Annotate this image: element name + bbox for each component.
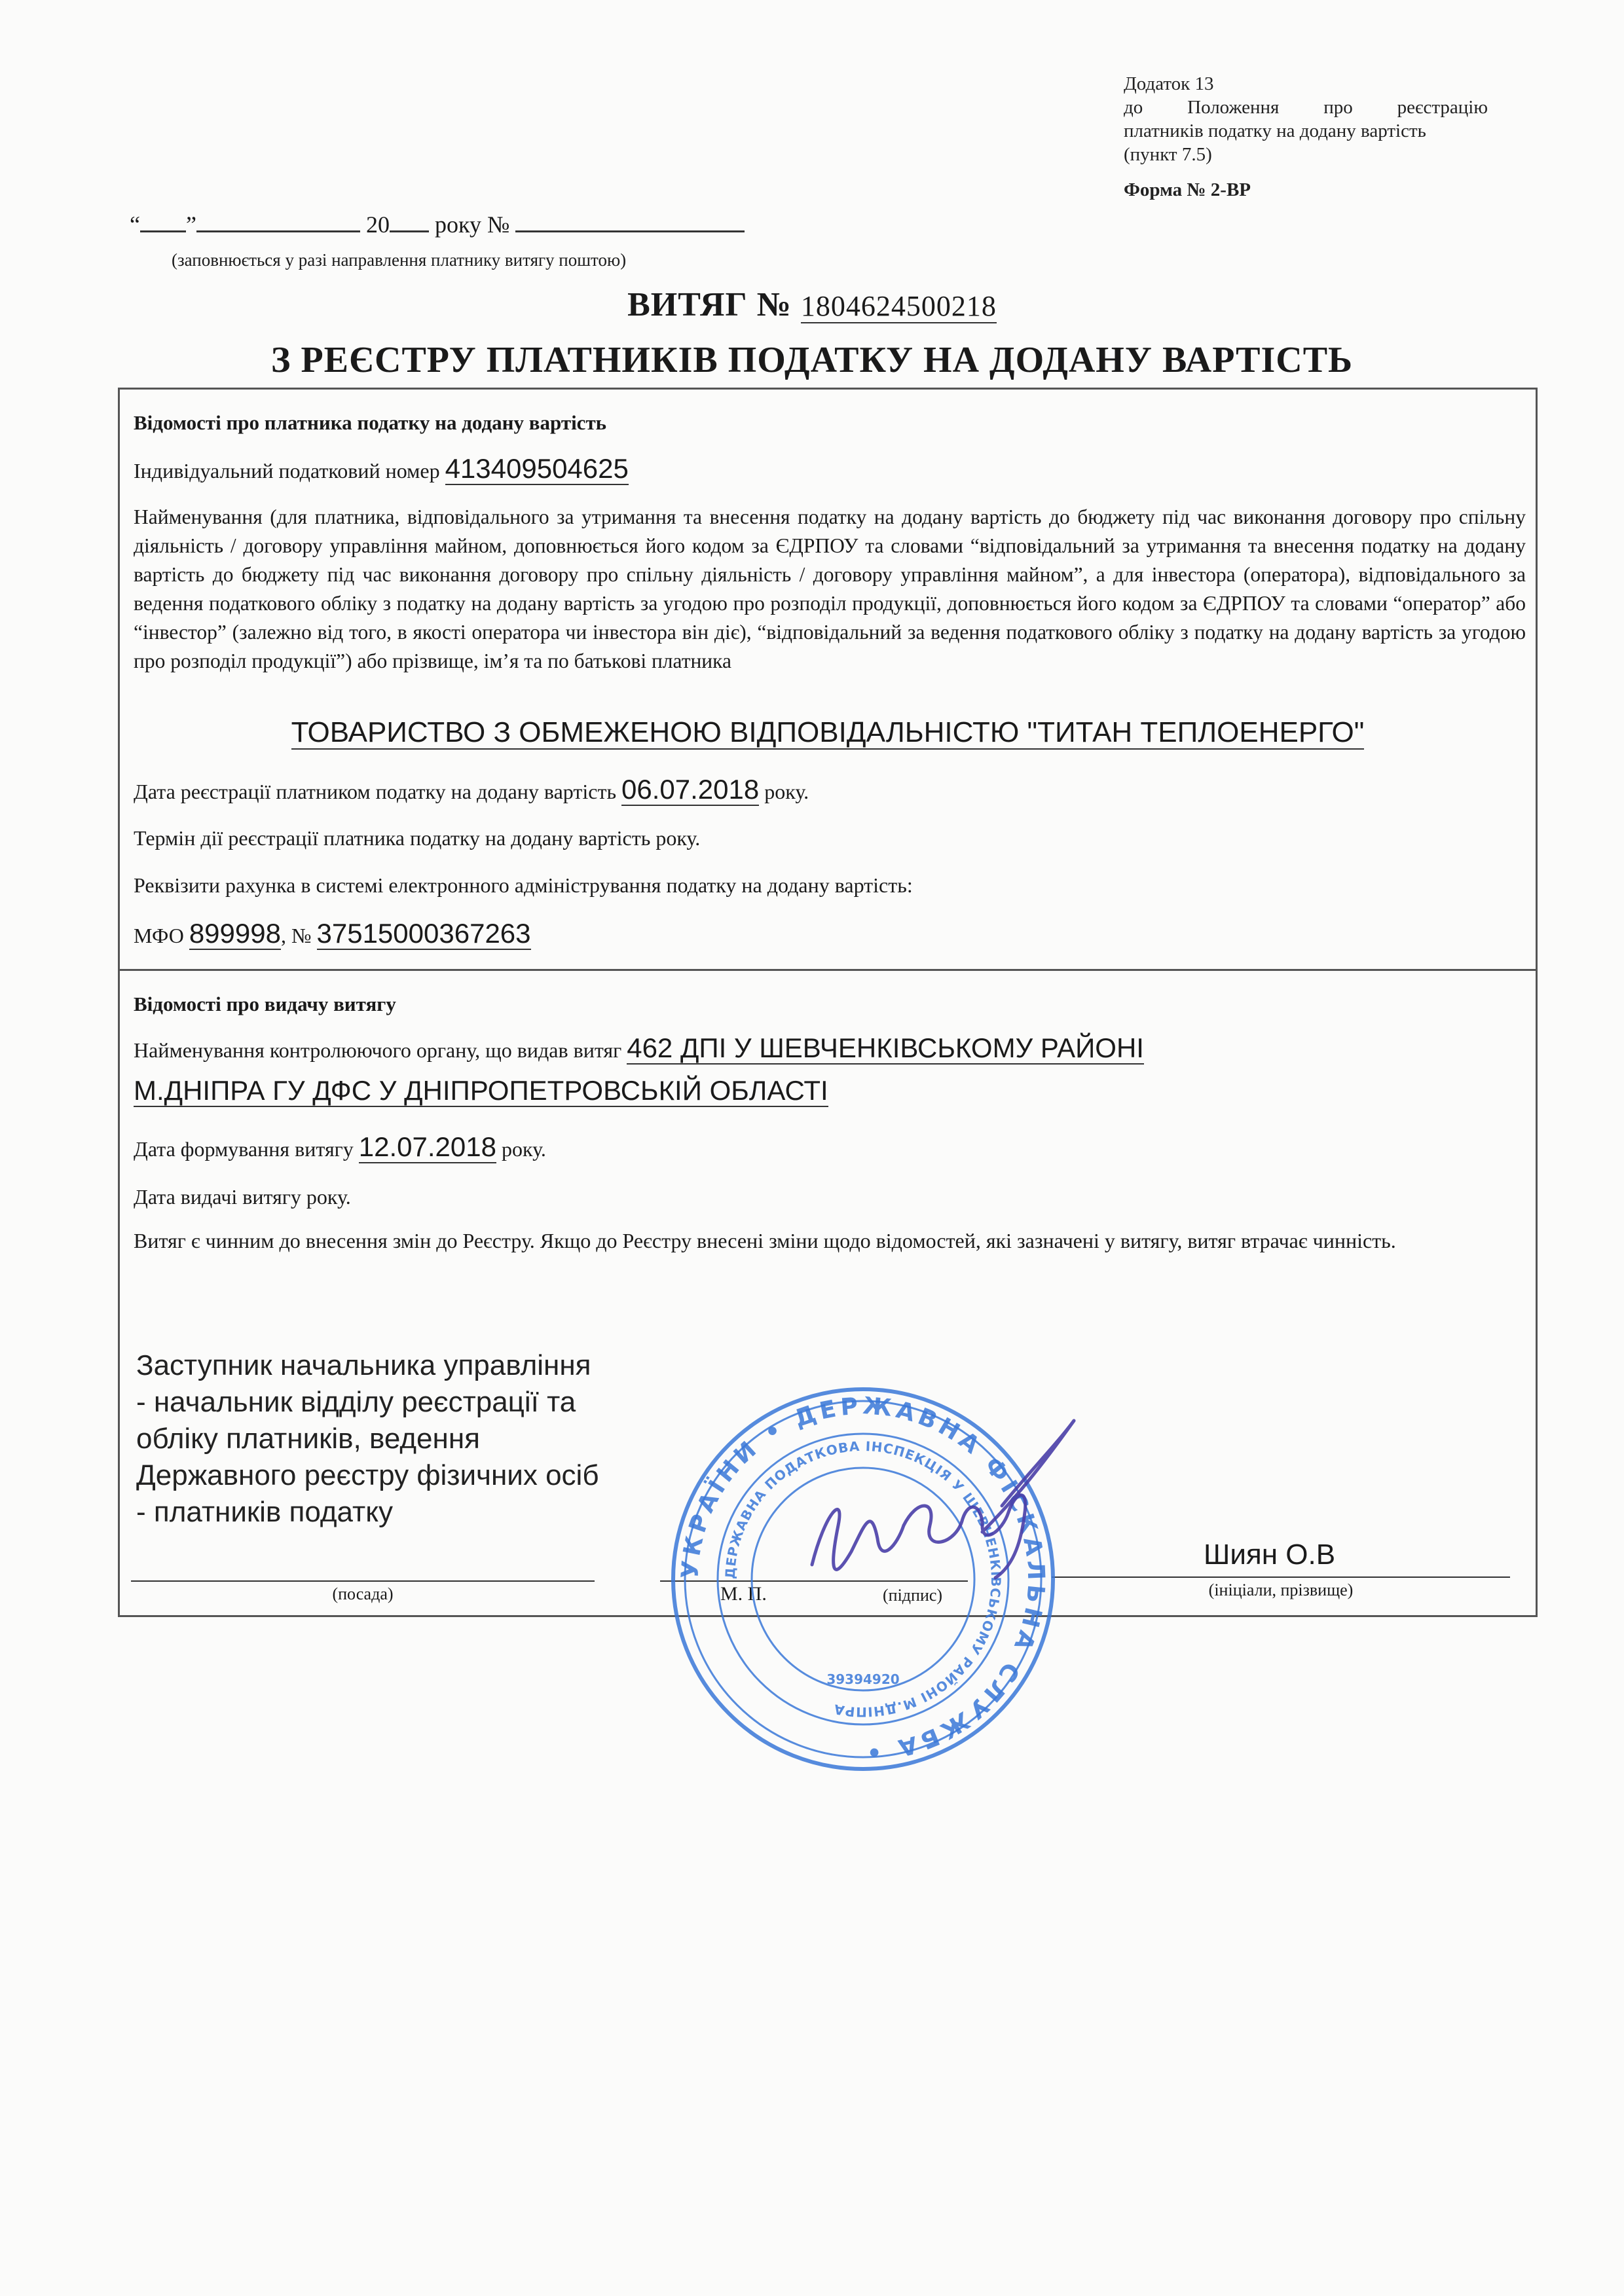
title-main: ВИТЯГ №	[627, 286, 792, 323]
requisites-label: Реквізити рахунка в системі електронного адміністрування податку на додану вартість:	[134, 873, 913, 897]
position-label: (посада)	[332, 1584, 394, 1603]
open-quote: “	[130, 211, 140, 238]
annex-block	[1124, 72, 1488, 202]
name-line	[1052, 1576, 1510, 1578]
document-title	[0, 285, 1624, 324]
regdate-suffix: року.	[764, 780, 809, 803]
year-blank	[390, 211, 429, 232]
section2-header: Відомості про видачу витягу	[134, 993, 396, 1015]
annex-line2: до Положення про реєстрацію	[1124, 97, 1488, 118]
regdate-label: Дата реєстрації платником податку на додану вартість	[134, 780, 617, 803]
account-separator: , №	[280, 924, 312, 947]
mfo-row	[134, 918, 531, 949]
signature-label: (підпис)	[883, 1586, 943, 1605]
organ-row	[134, 1028, 1526, 1113]
name-label: (ініціали, прізвище)	[1208, 1580, 1354, 1599]
year-prefix: 20	[365, 211, 390, 238]
ipn-value: 413409504625	[445, 453, 629, 484]
seal-place: М. П.	[720, 1583, 767, 1605]
date-line	[130, 211, 745, 238]
ipn-row	[134, 453, 629, 484]
handwritten-signature-icon	[766, 1394, 1094, 1617]
document-subtitle: З РЕЄСТРУ ПЛАТНИКІВ ПОДАТКУ НА ДОДАНУ ВАРТІСТЬ	[270, 340, 1354, 380]
company-name: ТОВАРИСТВО З ОБМЕЖЕНОЮ ВІДПОВІДАЛЬНІСТЮ "ТИТАН ТЕПЛОЕНЕРГО"	[291, 716, 1365, 748]
position-line	[131, 1580, 595, 1582]
date-note: (заповнюється у разі направлення платнику витягу поштою)	[172, 250, 627, 270]
organ-value-line1: 462 ДПІ У ШЕВЧЕНКІВСЬКОМУ РАЙОНІ	[627, 1032, 1144, 1063]
company-name-row	[118, 716, 1538, 749]
section1-header: Відомості про платника податку на додану вартість	[134, 411, 607, 434]
annex-line3: платників податку на додану вартість	[1124, 120, 1426, 141]
signer-name: Шиян О.В	[1204, 1539, 1336, 1571]
formdate-suffix: року.	[502, 1137, 546, 1161]
stamp-outer-text: УКРАЇНИ • ДЕРЖАВНА ФІСКАЛЬНА СЛУЖБА •	[676, 1392, 1050, 1766]
issue-date: Дата видачі витягу року.	[134, 1185, 351, 1209]
name-label: Найменування (для платника, відповідального за утримання та внесення податку на додану вартість до бюджету під час виконання договору про спільну діяльність / договору управління майном, доповнюється його кодом за ЄДРПОУ та словами “відповідальний за утримання та внесення податку на додану вартість до бюджету під час виконання договору про спільну діяльність / договору управління майном”, а для інвестора (оператора), відповідального за ведення податкового обліку з податку на додану вартість за угодою про розподіл продукції, доповнюється його кодом за ЄДРПОУ та словами “оператор” або “інвестор” (залежно від того, в якості оператора чи інвестора він діє), “відповідальний за ведення податкового обліку з податку на додану вартість за угодою про розподіл продукції”) або прізвище, ім’я та по батькові платника	[134, 505, 1526, 672]
day-blank	[140, 211, 186, 232]
month-blank	[196, 211, 360, 232]
registration-date-row	[134, 774, 809, 805]
close-quote: ”	[185, 211, 196, 238]
registration-term: Термін дії реєстрації платника податку на додану вартість року.	[134, 826, 701, 850]
organ-value-line2: М.ДНІПРА ГУ ДФС У ДНІПРОПЕТРОВСЬКІЙ ОБЛАСТІ	[134, 1075, 828, 1106]
account-value: 37515000367263	[316, 918, 531, 949]
formation-date-row	[134, 1131, 546, 1163]
section-divider	[118, 969, 1538, 971]
extract-number: 1804624500218	[800, 290, 997, 322]
stamp-inner-text: ДЕРЖАВНА ПОДАТКОВА ІНСПЕКЦІЯ У ШЕВЧЕНКІВСЬКОМУ РАЙОНІ М.ДНІПРА	[722, 1438, 1005, 1721]
formdate-label: Дата формування витягу	[134, 1137, 354, 1161]
regdate-value: 06.07.2018	[621, 774, 760, 805]
validity-note: Витяг є чинним до внесення змін до Реєстру. Якщо до Реєстру внесені зміни щодо відомостей, які зазначені у витягу, витяг втрачає чинність.	[134, 1229, 1396, 1252]
year-suffix: року №	[434, 211, 510, 238]
annex-line4: (пункт 7.5)	[1124, 144, 1212, 165]
number-blank	[515, 211, 745, 232]
mfo-value: 899998	[189, 918, 281, 949]
annex-line1: Додаток 13	[1124, 73, 1214, 94]
form-number: Форма № 2-ВР	[1124, 179, 1251, 200]
stamp-code: 39394920	[826, 1671, 900, 1687]
formdate-value: 12.07.2018	[358, 1131, 496, 1162]
signer-position: Заступник начальника управління - начальник відділу реєстрації та обліку платників, ведення Державного реєстру фізичних осіб - платників податку	[136, 1349, 599, 1528]
organ-label: Найменування контролюючого органу, що видав витяг	[134, 1038, 622, 1062]
mfo-label: МФО	[134, 924, 184, 947]
ipn-label: Індивідуальний податковий номер	[134, 459, 440, 483]
